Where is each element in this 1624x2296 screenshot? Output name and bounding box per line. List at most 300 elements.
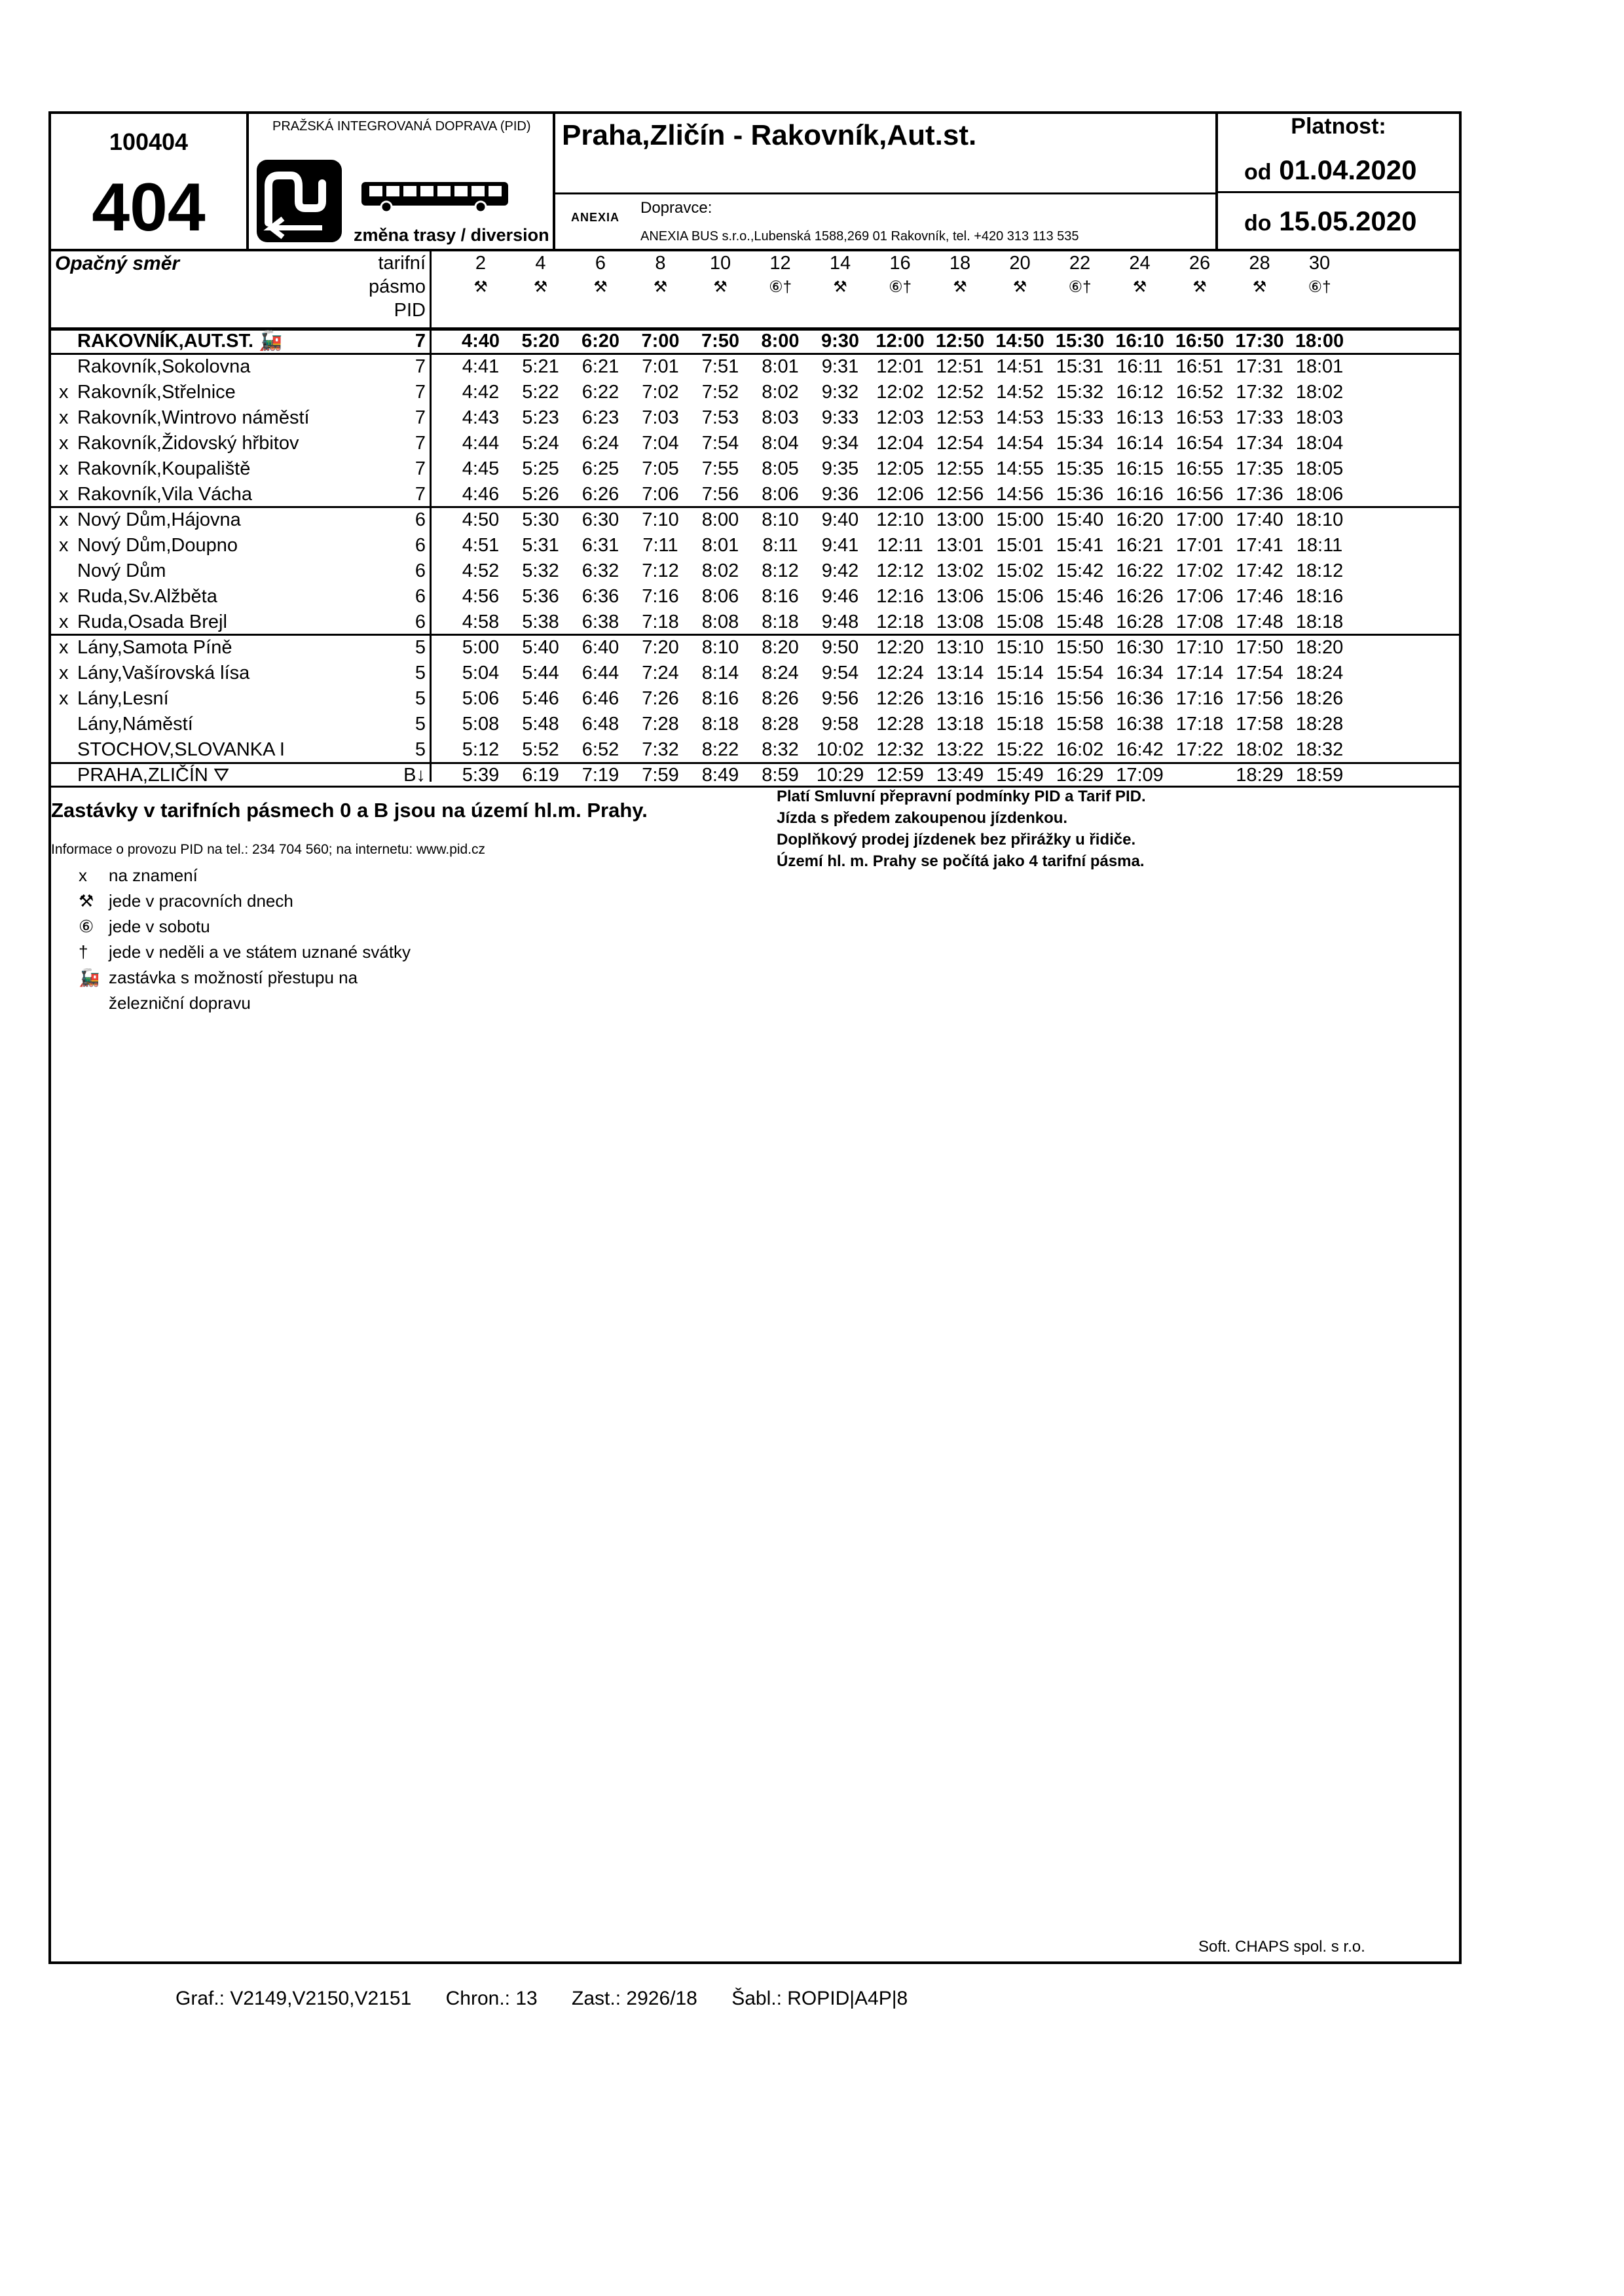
departure-time: 9:41 — [821, 535, 859, 556]
conditions-note: Platí Smluvní přepravní podmínky PID a Tarif PID. Jízda s předem zakoupenou jízdenkou. Doplňkový prodej jízdenek bez přirážky u řidiče. Území hl. m. Prahy se počítá jako 4 tarifní pásma. — [777, 788, 1146, 870]
stop-name: Lány,Lesní — [77, 688, 169, 709]
departure-time: 12:11 — [877, 535, 923, 556]
divider — [51, 353, 1459, 355]
departure-time: 18:20 — [1295, 637, 1344, 658]
request-stop-mark: x — [59, 535, 69, 556]
trip-operating-days: ⚒ — [1132, 278, 1147, 296]
stop-name: PRAHA,ZLIČÍN ⛛ — [77, 765, 230, 786]
legend-text: jede v neděli a ve státem uznané svátky — [109, 942, 411, 962]
departure-time: 8:11 — [762, 535, 798, 556]
legend-symbol: ⑥ — [79, 917, 94, 936]
departure-time: 4:45 — [462, 458, 500, 479]
departure-time: 7:19 — [581, 765, 619, 786]
stop-row — [51, 661, 1459, 686]
departure-time: 17:10 — [1175, 637, 1224, 658]
departure-time: 14:54 — [996, 433, 1044, 454]
departure-time: 18:02 — [1295, 382, 1344, 403]
departure-time: 16:34 — [1116, 663, 1164, 683]
departure-time: 16:56 — [1175, 484, 1224, 505]
departure-time: 8:26 — [762, 688, 799, 709]
departure-time: 16:02 — [1056, 739, 1104, 760]
departure-time: 8:02 — [762, 382, 799, 403]
departure-time: 18:28 — [1295, 714, 1344, 735]
stop-row — [51, 329, 1459, 354]
departure-time: 14:51 — [996, 356, 1044, 377]
departure-time: 7:55 — [701, 458, 739, 479]
departure-time: 7:59 — [642, 765, 679, 786]
departure-time: 8:02 — [701, 560, 739, 581]
departure-time: 5:48 — [522, 714, 559, 735]
departure-time: 7:54 — [701, 433, 739, 454]
trip-number: 14 — [829, 253, 851, 274]
departure-time: 14:55 — [996, 458, 1044, 479]
departure-time: 9:54 — [821, 663, 859, 683]
trip-number: 18 — [949, 253, 971, 274]
stop-row — [51, 610, 1459, 635]
departure-time: 17:32 — [1236, 382, 1283, 403]
departure-time: 12:20 — [876, 637, 924, 658]
departure-time: 7:26 — [642, 688, 679, 709]
departure-time: 10:02 — [816, 739, 864, 760]
departure-time: 7:03 — [642, 407, 679, 428]
departure-time: 9:48 — [821, 611, 859, 632]
departure-time: 17:35 — [1236, 458, 1283, 479]
departure-time: 18:10 — [1295, 509, 1344, 530]
departure-time: 18:02 — [1236, 739, 1283, 760]
departure-time: 7:52 — [701, 382, 739, 403]
request-stop-mark: x — [59, 484, 69, 505]
stop-zone: B↓ — [403, 765, 426, 786]
departure-time: 15:34 — [1056, 433, 1104, 454]
stop-row — [51, 635, 1459, 661]
stop-row — [51, 354, 1459, 380]
departure-time: 15:48 — [1056, 611, 1104, 632]
departure-time: 8:18 — [762, 611, 799, 632]
departure-time: 5:39 — [462, 765, 500, 786]
departure-time: 15:01 — [996, 535, 1044, 556]
departure-time: 13:49 — [936, 765, 984, 786]
departure-time: 15:10 — [996, 637, 1044, 658]
stop-name: RAKOVNÍK,AUT.ST. 🚂 — [77, 331, 283, 352]
departure-time: 12:26 — [876, 688, 924, 709]
stop-name: Rakovník,Vila Vácha — [77, 484, 253, 505]
request-stop-mark: x — [59, 458, 69, 479]
stop-name: Rakovník,Židovský hřbitov — [77, 433, 299, 454]
request-stop-mark: x — [59, 663, 69, 683]
departure-time: 17:36 — [1236, 484, 1283, 505]
prague-zones-note: Zastávky v tarifních pásmech 0 a B jsou na území hl.m. Prahy. — [51, 799, 648, 822]
departure-time: 13:01 — [936, 535, 984, 556]
stop-zone: 7 — [415, 356, 426, 377]
departure-time: 5:30 — [522, 509, 559, 530]
departure-time: 6:21 — [581, 356, 619, 377]
trip-operating-days: ⑥† — [889, 278, 912, 296]
departure-time: 16:16 — [1116, 484, 1164, 505]
trip-number: 12 — [769, 253, 791, 274]
departure-time: 16:20 — [1116, 509, 1164, 530]
stop-row — [51, 763, 1459, 788]
departure-time: 7:10 — [642, 509, 679, 530]
departure-time: 8:49 — [701, 765, 739, 786]
legend — [79, 863, 411, 1016]
stop-row — [51, 456, 1459, 482]
stop-row — [51, 584, 1459, 610]
trip-number: 20 — [1009, 253, 1031, 274]
stop-row — [51, 737, 1459, 763]
departure-time: 6:52 — [581, 739, 619, 760]
departure-time: 16:52 — [1175, 382, 1224, 403]
departure-time: 6:25 — [581, 458, 619, 479]
departure-time: 7:53 — [701, 407, 739, 428]
departure-time: 9:50 — [821, 637, 859, 658]
departure-time: 12:16 — [876, 586, 924, 607]
departure-time: 8:03 — [762, 407, 799, 428]
stop-name: STOCHOV,SLOVANKA I — [77, 739, 285, 760]
stop-name: Nový Dům,Doupno — [77, 535, 238, 556]
departure-time: 15:41 — [1056, 535, 1104, 556]
departure-time: 16:28 — [1116, 611, 1164, 632]
departure-time: 7:05 — [642, 458, 679, 479]
pid-logo-icon — [257, 160, 342, 242]
departure-time: 18:12 — [1295, 560, 1344, 581]
stop-zone: 7 — [415, 484, 426, 505]
departure-time: 12:56 — [936, 484, 984, 505]
trip-number: 10 — [709, 253, 731, 274]
departure-time: 5:22 — [522, 382, 559, 403]
departure-time: 15:58 — [1056, 714, 1104, 735]
line-id-box — [51, 114, 249, 249]
departure-time: 12:52 — [936, 382, 984, 403]
stop-name: Rakovník,Sokolovna — [77, 356, 251, 377]
divider — [1218, 191, 1459, 193]
departure-time: 15:22 — [996, 739, 1044, 760]
trip-operating-days: ⚒ — [533, 278, 548, 296]
stop-zone: 5 — [415, 739, 426, 760]
departure-time: 12:05 — [876, 458, 924, 479]
departure-time: 8:16 — [762, 586, 799, 607]
divider — [555, 192, 1215, 194]
legend-symbol: 🚂 — [79, 968, 100, 987]
departure-time: 18:32 — [1295, 739, 1344, 760]
departure-time: 7:20 — [642, 637, 679, 658]
stop-zone: 7 — [415, 331, 426, 352]
departure-time: 5:46 — [522, 688, 559, 709]
route-title: Praha,Zličín - Rakovník,Aut.st. — [562, 119, 977, 151]
legend-item — [79, 965, 411, 991]
divider — [48, 786, 1462, 788]
trip-operating-days: ⑥† — [1068, 278, 1092, 296]
stop-zone: 7 — [415, 407, 426, 428]
stop-zone: 5 — [415, 688, 426, 709]
carrier-info: ANEXIA BUS s.r.o.,Lubenská 1588,269 01 Rakovník, tel. +420 313 113 535 — [640, 229, 1079, 244]
stop-row — [51, 712, 1459, 737]
departure-time: 16:11 — [1116, 356, 1163, 377]
departure-time: 16:51 — [1175, 356, 1224, 377]
departure-time: 8:12 — [762, 560, 799, 581]
departure-time: 16:13 — [1116, 407, 1164, 428]
legend-text: jede v pracovních dnech — [109, 891, 293, 911]
departure-time: 12:03 — [876, 407, 924, 428]
departure-time: 4:58 — [462, 611, 500, 632]
departure-time: 9:56 — [821, 688, 859, 709]
legend-item — [79, 888, 411, 914]
legend-text: zastávka s možností přestupu na — [109, 968, 358, 987]
trip-number: 6 — [595, 253, 606, 274]
departure-time: 14:53 — [996, 407, 1044, 428]
stop-zone: 6 — [415, 560, 426, 581]
request-stop-mark: x — [59, 382, 69, 403]
departure-time: 15:35 — [1056, 458, 1104, 479]
stop-row — [51, 558, 1459, 584]
stop-zone: 7 — [415, 433, 426, 454]
stop-zone: 5 — [415, 663, 426, 683]
departure-time: 8:10 — [701, 637, 739, 658]
request-stop-mark: x — [59, 637, 69, 658]
info-line: Informace o provozu PID na tel.: 234 704 560; na internetu: www.pid.cz — [51, 842, 486, 857]
departure-time: 9:30 — [821, 331, 860, 352]
departure-time: 9:34 — [821, 433, 859, 454]
departure-time: 5:20 — [521, 331, 560, 352]
trip-operating-days: ⚒ — [473, 278, 488, 296]
pid-box — [249, 114, 555, 249]
departure-time: 17:58 — [1236, 714, 1283, 735]
departure-time: 15:02 — [996, 560, 1044, 581]
departure-time: 7:02 — [642, 382, 679, 403]
departure-time: 16:10 — [1115, 331, 1164, 352]
departure-time: 8:06 — [762, 484, 799, 505]
departure-time: 5:31 — [522, 535, 559, 556]
departure-time: 8:04 — [762, 433, 799, 454]
legend-item — [79, 939, 411, 965]
departure-time: 12:04 — [876, 433, 924, 454]
departure-time: 17:50 — [1236, 637, 1283, 658]
footer-chron: Chron.: 13 — [445, 1988, 538, 2009]
departure-time: 8:06 — [701, 586, 739, 607]
departure-time: 9:42 — [821, 560, 859, 581]
departure-time: 12:53 — [936, 407, 984, 428]
departure-time: 5:25 — [522, 458, 559, 479]
stop-name: Rakovník,Wintrovo náměstí — [77, 407, 310, 428]
stop-name: Nový Dům,Hájovna — [77, 509, 241, 530]
trip-number: 22 — [1069, 253, 1091, 274]
departure-time: 15:33 — [1056, 407, 1104, 428]
departure-time: 14:50 — [995, 331, 1044, 352]
departure-time: 17:06 — [1175, 586, 1224, 607]
footer — [175, 1988, 936, 2010]
departure-time: 4:50 — [462, 509, 500, 530]
stop-name: Ruda,Sv.Alžběta — [77, 586, 217, 607]
departure-time: 16:30 — [1116, 637, 1164, 658]
departure-time: 18:03 — [1295, 407, 1344, 428]
departure-time: 17:46 — [1236, 586, 1283, 607]
departure-time: 17:09 — [1116, 765, 1164, 786]
departure-time: 12:59 — [876, 765, 924, 786]
departure-time: 18:59 — [1295, 765, 1344, 786]
stop-zone: 6 — [415, 509, 426, 530]
departure-time: 17:14 — [1175, 663, 1224, 683]
trip-operating-days: ⚒ — [593, 278, 608, 296]
departure-time: 12:55 — [936, 458, 984, 479]
departure-time: 9:32 — [821, 382, 859, 403]
departure-time: 6:36 — [581, 586, 619, 607]
trip-number: 28 — [1249, 253, 1270, 274]
departure-time: 9:46 — [821, 586, 859, 607]
departure-time: 12:28 — [876, 714, 924, 735]
departure-time: 16:54 — [1175, 433, 1224, 454]
departure-time: 18:06 — [1295, 484, 1344, 505]
departure-time: 5:21 — [522, 356, 559, 377]
departure-time: 17:16 — [1175, 688, 1224, 709]
departure-time: 7:00 — [641, 331, 680, 352]
divider — [51, 762, 1459, 764]
departure-time: 17:33 — [1236, 407, 1283, 428]
trip-number: 16 — [889, 253, 911, 274]
departure-time: 7:01 — [642, 356, 679, 377]
departure-time: 12:02 — [876, 382, 924, 403]
departure-time: 15:56 — [1056, 688, 1104, 709]
departure-time: 16:55 — [1175, 458, 1224, 479]
stop-name: Lány,Náměstí — [77, 714, 193, 735]
departure-time: 18:01 — [1295, 356, 1344, 377]
departure-time: 5:32 — [522, 560, 559, 581]
departure-time: 15:50 — [1056, 637, 1104, 658]
trip-number: 24 — [1129, 253, 1151, 274]
departure-time: 8:16 — [701, 688, 739, 709]
departure-time: 5:24 — [522, 433, 559, 454]
zone-header: tarifní pásmo PID — [368, 253, 426, 321]
departure-time: 6:22 — [581, 382, 619, 403]
departure-time: 6:24 — [581, 433, 619, 454]
departure-time: 9:40 — [821, 509, 859, 530]
request-stop-mark: x — [59, 407, 69, 428]
departure-time: 16:38 — [1116, 714, 1164, 735]
departure-time: 17:41 — [1236, 535, 1283, 556]
departure-time: 4:42 — [462, 382, 500, 403]
departure-time: 14:56 — [996, 484, 1044, 505]
departure-time: 18:04 — [1295, 433, 1344, 454]
departure-time: 15:18 — [996, 714, 1044, 735]
departure-time: 18:16 — [1295, 586, 1344, 607]
departure-time: 5:12 — [462, 739, 500, 760]
departure-time: 8:24 — [762, 663, 799, 683]
departure-time: 15:08 — [996, 611, 1044, 632]
departure-time: 13:18 — [936, 714, 984, 735]
departure-time: 17:30 — [1235, 331, 1284, 352]
departure-time: 16:50 — [1175, 331, 1225, 352]
footer-zast: Zast.: 2926/18 — [572, 1988, 697, 2009]
departure-time: 6:26 — [581, 484, 619, 505]
departure-time: 4:43 — [462, 407, 500, 428]
departure-time: 12:06 — [876, 484, 924, 505]
departure-time: 6:48 — [581, 714, 619, 735]
trip-operating-days: ⚒ — [1252, 278, 1267, 296]
departure-time: 4:52 — [462, 560, 500, 581]
departure-time: 17:18 — [1175, 714, 1224, 735]
departure-time: 6:31 — [581, 535, 619, 556]
departure-time: 13:00 — [936, 509, 984, 530]
departure-time: 15:36 — [1056, 484, 1104, 505]
departure-time: 16:22 — [1116, 560, 1164, 581]
departure-time: 8:10 — [762, 509, 799, 530]
departure-time: 4:44 — [462, 433, 500, 454]
departure-time: 9:36 — [821, 484, 859, 505]
trip-number: 8 — [655, 253, 666, 274]
stop-row — [51, 507, 1459, 533]
legend-symbol: † — [79, 942, 88, 962]
legend-item — [79, 991, 411, 1016]
departure-time: 6:44 — [581, 663, 619, 683]
trip-number: 30 — [1308, 253, 1331, 274]
stop-zone: 6 — [415, 611, 426, 632]
software-credit: Soft. CHAPS spol. s r.o. — [1198, 1938, 1365, 1956]
departure-time: 16:12 — [1116, 382, 1164, 403]
departure-time: 5:26 — [522, 484, 559, 505]
departure-time: 6:19 — [522, 765, 559, 786]
departure-time: 7:06 — [642, 484, 679, 505]
request-stop-mark: x — [59, 509, 69, 530]
trip-number: 2 — [475, 253, 487, 274]
stop-zone: 7 — [415, 382, 426, 403]
request-stop-mark: x — [59, 433, 69, 454]
trip-operating-days: ⚒ — [1192, 278, 1207, 296]
departure-time: 7:50 — [701, 331, 740, 352]
departure-time: 17:22 — [1175, 739, 1224, 760]
departure-time: 18:18 — [1295, 611, 1344, 632]
departure-time: 8:01 — [762, 356, 799, 377]
departure-time: 15:42 — [1056, 560, 1104, 581]
departure-time: 8:22 — [701, 739, 739, 760]
departure-time: 6:23 — [581, 407, 619, 428]
carrier-label: Dopravce: — [640, 199, 712, 217]
anexia-logo: ANEXIA — [571, 211, 620, 224]
departure-time: 6:30 — [581, 509, 619, 530]
legend-symbol: x — [79, 866, 87, 885]
departure-time: 5:23 — [522, 407, 559, 428]
departure-time: 18:00 — [1295, 331, 1344, 352]
request-stop-mark: x — [59, 688, 69, 709]
trip-operating-days: ⚒ — [1012, 278, 1027, 296]
departure-time: 8:01 — [701, 535, 739, 556]
departure-time: 15:00 — [996, 509, 1044, 530]
departure-time: 18:11 — [1296, 535, 1343, 556]
stop-zone: 5 — [415, 714, 426, 735]
stop-name: Nový Dům — [77, 560, 166, 581]
departure-time: 8:08 — [701, 611, 739, 632]
departure-time: 13:06 — [936, 586, 984, 607]
departure-time: 12:32 — [876, 739, 924, 760]
departure-time: 4:51 — [462, 535, 500, 556]
departure-time: 7:56 — [701, 484, 739, 505]
departure-time: 12:50 — [935, 331, 985, 352]
departure-time: 9:31 — [821, 356, 859, 377]
trip-number: 26 — [1189, 253, 1211, 274]
departure-time: 17:08 — [1175, 611, 1224, 632]
departure-time: 8:05 — [762, 458, 799, 479]
departure-time: 6:32 — [581, 560, 619, 581]
departure-time: 17:31 — [1236, 356, 1283, 377]
departure-time: 16:36 — [1116, 688, 1164, 709]
stop-name: Rakovník,Střelnice — [77, 382, 236, 403]
stop-row — [51, 533, 1459, 558]
trip-operating-days: ⑥† — [769, 278, 792, 296]
departure-time: 7:51 — [701, 356, 739, 377]
departure-time: 7:24 — [642, 663, 679, 683]
legend-text: na znamení — [109, 866, 198, 885]
departure-time: 5:36 — [522, 586, 559, 607]
departure-time: 7:04 — [642, 433, 679, 454]
footer-graf: Graf.: V2149,V2150,V2151 — [175, 1988, 412, 2009]
departure-time: 7:11 — [642, 535, 678, 556]
